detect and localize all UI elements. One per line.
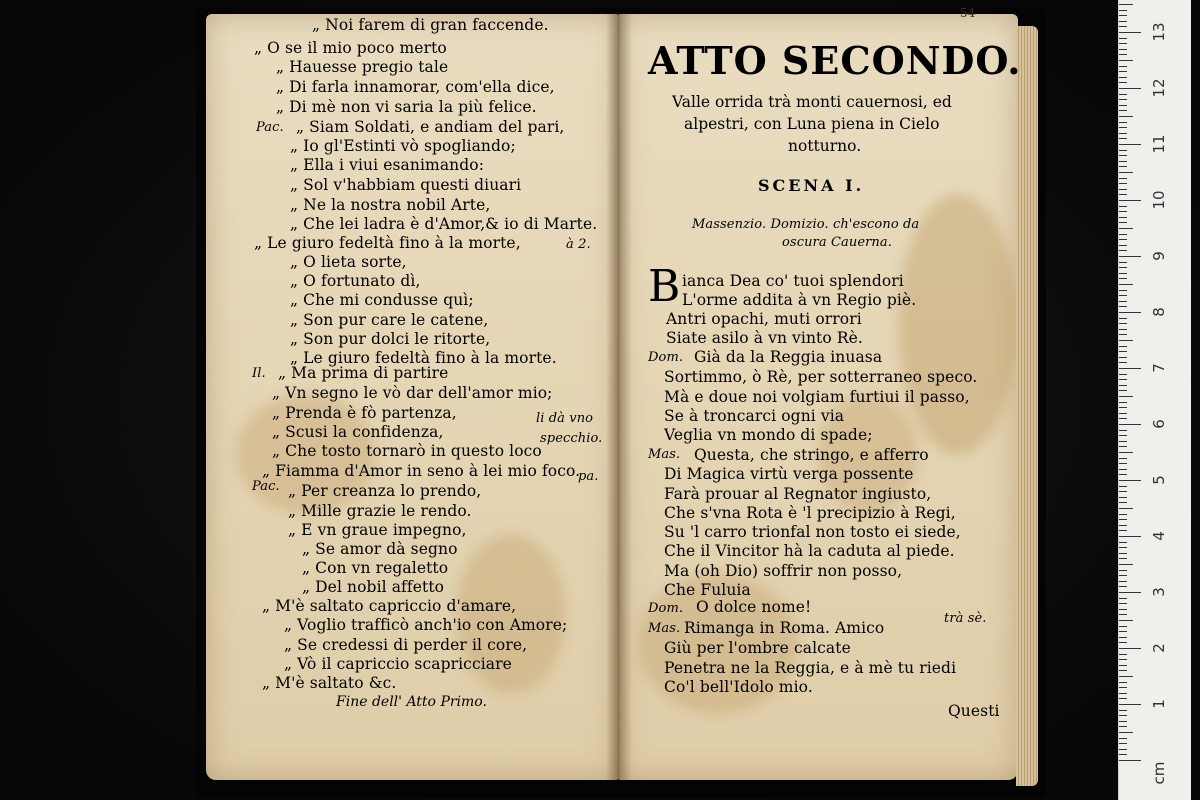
verse-line: „ Io gl'Estinti vò spogliando; [290, 137, 516, 155]
ruler-tick [1119, 693, 1127, 694]
ruler-tick [1119, 172, 1133, 173]
verse-line: „ Sol v'habbiam questi diuari [290, 176, 522, 194]
ruler-tick [1119, 256, 1141, 257]
verse-line: „ Fiamma d'Amor in seno à lei mio foco. [262, 462, 581, 480]
verse-line: Che Fuluia [664, 581, 751, 599]
ruler-tick [1119, 754, 1127, 755]
ruler-tick [1119, 60, 1133, 61]
act-end-footer: Fine dell' Atto Primo. [336, 694, 487, 710]
verse-line: „ Vn segno le vò dar dell'amor mio; [272, 384, 553, 402]
ruler-tick [1119, 250, 1127, 251]
verse-line: Che il Vincitor hà la caduta al piede. [664, 542, 955, 560]
ruler-tick [1119, 743, 1127, 744]
ruler-tick [1119, 458, 1127, 459]
ruler-tick [1119, 424, 1141, 425]
verse-line: Che s'vna Rota è 'l precipizio à Regi, [664, 504, 956, 522]
speaker-label: Il. [252, 366, 266, 381]
verse-line: „ Hauesse pregio tale [276, 58, 449, 76]
verse-line: „ O fortunato dì, [290, 272, 421, 290]
ruler-tick [1119, 262, 1127, 263]
ruler-number: 10 [1150, 190, 1168, 210]
verse-line: „ Le giuro fedeltà fino à la morte, [254, 234, 521, 252]
ruler-tick [1119, 581, 1127, 582]
ruler-tick [1119, 497, 1127, 498]
verse-line: „ Noi farem di gran faccende. [312, 16, 549, 34]
ruler-tick [1119, 474, 1127, 475]
ruler-tick [1119, 234, 1127, 235]
speaker-label: pa. [578, 469, 599, 484]
ruler-tick [1119, 105, 1127, 106]
ruler-tick [1119, 654, 1127, 655]
ruler-tick [1119, 441, 1127, 442]
verse-line: „ Ella i viui esanimando: [290, 156, 485, 174]
ruler-tick [1119, 94, 1127, 95]
ruler-tick [1119, 598, 1127, 599]
verse-line: O dolce nome! [696, 598, 812, 616]
scene-heading: SCENA I. [758, 176, 865, 195]
verse-line: „ Che lei ladra è d'Amor,& io di Marte. [290, 215, 598, 233]
verse-line: „ E vn graue impegno, [288, 521, 467, 539]
drop-cap: B [648, 261, 681, 312]
ruler-tick [1119, 519, 1127, 520]
ruler-tick [1119, 626, 1127, 627]
ruler-tick [1119, 351, 1127, 352]
ruler-tick [1119, 738, 1127, 739]
ruler-tick [1119, 407, 1127, 408]
ruler-tick [1119, 122, 1127, 123]
character-list: oscura Cauerna. [782, 235, 892, 250]
ruler-tick [1119, 508, 1133, 509]
ruler-tick [1119, 631, 1127, 632]
ruler-number: 11 [1150, 134, 1168, 154]
book-gutter [606, 14, 632, 780]
setting-description: notturno. [788, 137, 862, 155]
ruler-number: 3 [1150, 587, 1168, 597]
ruler-tick [1119, 26, 1127, 27]
ruler-tick [1119, 194, 1127, 195]
ruler-tick [1119, 732, 1133, 733]
page-number: 54 [960, 6, 976, 20]
stage-direction: specchio. [540, 431, 603, 446]
verse-line: Di Magica virtù verga possente [664, 465, 914, 483]
ruler-tick [1119, 687, 1127, 688]
ruler-tick [1119, 704, 1141, 705]
character-list: Massenzio. Domizio. ch'escono da [692, 217, 920, 232]
ruler-tick [1119, 295, 1127, 296]
verse-line: „ Vò il capriccio scapricciare [284, 655, 512, 673]
ruler-tick [1119, 592, 1141, 593]
ruler-tick [1119, 228, 1133, 229]
ruler-tick [1119, 435, 1127, 436]
verse-line: „ Se credessi di perder il core, [284, 636, 528, 654]
ruler-number: 6 [1150, 419, 1168, 429]
ruler-tick [1119, 547, 1127, 548]
act-title: ATTO SECONDO. [648, 38, 1022, 83]
ruler-tick [1119, 430, 1127, 431]
ruler-tick [1119, 486, 1127, 487]
ruler-tick [1119, 374, 1127, 375]
ruler-tick [1119, 637, 1127, 638]
verse-line: Se à troncarci ogni via [664, 407, 845, 425]
ruler-tick [1119, 665, 1127, 666]
ruler-tick [1119, 278, 1127, 279]
ruler-tick [1119, 189, 1127, 190]
ruler-tick [1119, 222, 1127, 223]
ruler-tick [1119, 323, 1127, 324]
ruler-tick [1119, 32, 1141, 33]
verse-line: Già da la Reggia inuasa [694, 348, 883, 366]
setting-description: Valle orrida trà monti cauernosi, ed [672, 93, 952, 111]
verse-line: Sortimmo, ò Rè, per sotterraneo speco. [664, 368, 978, 386]
ruler-tick [1119, 66, 1127, 67]
ruler-tick [1119, 491, 1127, 492]
page-edges [1016, 26, 1038, 786]
verse-line: Giù per l'ombre calcate [664, 639, 851, 657]
ruler-tick [1119, 390, 1127, 391]
ruler-tick [1119, 301, 1127, 302]
ruler-tick [1119, 138, 1127, 139]
speaker-label: Mas. [648, 621, 681, 636]
ruler-tick [1119, 452, 1133, 453]
ruler-tick [1119, 648, 1141, 649]
ruler-tick [1119, 178, 1127, 179]
ruler-tick [1119, 217, 1127, 218]
ruler-number: 9 [1150, 251, 1168, 261]
ruler-tick [1119, 368, 1141, 369]
ruler-number: 8 [1150, 307, 1168, 317]
ruler-tick [1119, 116, 1133, 117]
verse-line: Questa, che stringo, e afferro [694, 446, 929, 464]
ruler-tick [1119, 150, 1127, 151]
verse-line: „ Di farla innamorar, com'ella dice, [276, 78, 555, 96]
ruler-number: 12 [1150, 78, 1168, 98]
ruler-tick [1119, 564, 1133, 565]
verse-line: „ Ma prima di partire [278, 364, 449, 382]
verse-line: Ma (oh Dio) soffrir non posso, [664, 562, 903, 580]
ruler-tick [1119, 385, 1127, 386]
ruler-tick [1119, 346, 1127, 347]
ruler-tick [1119, 502, 1127, 503]
ruler-number: 2 [1150, 643, 1168, 653]
ruler-number: 1 [1150, 699, 1168, 709]
ruler-tick [1119, 88, 1141, 89]
ruler-tick [1119, 609, 1127, 610]
ruler-unit-label: cm [1150, 761, 1168, 785]
ruler-tick [1119, 379, 1127, 380]
ruler-tick [1119, 200, 1141, 201]
verse-line: ianca Dea co' tuoi splendori [682, 272, 904, 290]
ruler-tick [1119, 614, 1127, 615]
ruler-tick [1119, 239, 1127, 240]
ruler-tick [1119, 161, 1127, 162]
ruler-tick [1119, 362, 1127, 363]
ruler-tick [1119, 710, 1127, 711]
ruler-tick [1119, 82, 1127, 83]
ruler-tick [1119, 38, 1127, 39]
verse-line: Su 'l carro trionfal non tosto ei siede, [664, 523, 961, 541]
verse-line: Mà e doue noi volgiam furtiui il passo, [664, 388, 970, 406]
ruler-tick [1119, 49, 1127, 50]
ruler-tick [1119, 418, 1127, 419]
ruler-tick [1119, 575, 1127, 576]
ruler-tick [1119, 357, 1127, 358]
ruler-tick [1119, 166, 1127, 167]
ruler-tick [1119, 463, 1127, 464]
verse-line: „ M'è saltato &c. [262, 674, 397, 692]
setting-description: alpestri, con Luna piena in Cielo [684, 115, 940, 133]
ruler-tick [1119, 340, 1133, 341]
ruler-number: 13 [1150, 22, 1168, 42]
ruler-tick [1119, 396, 1133, 397]
verse-line: „ Mille grazie le rendo. [288, 502, 472, 520]
verse-line: „ Siam Soldati, e andiam del pari, [296, 118, 565, 136]
ruler-tick [1119, 413, 1127, 414]
speaker-label: Pac. [252, 479, 280, 494]
ruler-tick [1119, 760, 1141, 761]
ruler-tick [1119, 329, 1127, 330]
ruler-tick [1119, 670, 1127, 671]
ruler-tick [1119, 553, 1127, 554]
stage-direction: li dà vno [536, 411, 594, 426]
ruler-tick [1119, 530, 1127, 531]
ruler-tick [1119, 110, 1127, 111]
ruler-tick [1119, 15, 1127, 16]
verse-line: „ Con vn regaletto [302, 559, 449, 577]
ruler-tick [1119, 290, 1127, 291]
ruler-tick [1119, 586, 1127, 587]
ruler-tick [1119, 536, 1141, 537]
catchword: Questi [948, 702, 1000, 720]
verse-line: Siate asilo à vn vinto Rè. [666, 329, 863, 347]
verse-line: Rimanga in Roma. Amico [684, 619, 885, 637]
ruler-tick [1119, 127, 1127, 128]
ruler-number: 7 [1150, 363, 1168, 373]
measuring-ruler [1118, 0, 1191, 800]
ruler-tick [1119, 77, 1127, 78]
ruler-tick [1119, 469, 1127, 470]
ruler-tick [1119, 603, 1127, 604]
ruler-tick [1119, 206, 1127, 207]
ruler-tick [1119, 318, 1127, 319]
verse-line: Veglia vn mondo di spade; [664, 426, 873, 444]
ruler-tick [1119, 273, 1127, 274]
ruler-tick [1119, 525, 1127, 526]
ruler-tick [1119, 659, 1127, 660]
ruler-tick [1119, 334, 1127, 335]
verse-line: „ O lieta sorte, [290, 253, 407, 271]
verse-line: Penetra ne la Reggia, e à mè tu riedi [664, 659, 957, 677]
ruler-tick [1119, 676, 1133, 677]
verse-line: „ Scusi la confidenza, [272, 423, 444, 441]
ruler-tick [1119, 133, 1127, 134]
ruler-tick [1119, 4, 1133, 5]
ruler-tick [1119, 620, 1133, 621]
verse-line: „ Se amor dà segno [302, 540, 458, 558]
verse-line: „ Le giuro fedeltà fino à la morte. [290, 349, 557, 367]
ruler-tick [1119, 312, 1141, 313]
verse-line: „ Ne la nostra nobil Arte, [290, 196, 491, 214]
ruler-tick [1119, 446, 1127, 447]
verse-line: „ Voglio trafficò anch'io con Amore; [284, 616, 568, 634]
stage-direction: trà sè. [944, 611, 987, 626]
ruler-tick [1119, 284, 1133, 285]
ruler-tick [1119, 749, 1127, 750]
ruler-tick [1119, 698, 1127, 699]
verse-line: „ Son pur dolci le ritorte, [290, 330, 491, 348]
verse-line: Co'l bell'Idolo mio. [664, 678, 813, 696]
verse-line: „ Che tosto tornarò in questo loco [272, 442, 542, 460]
ruler-tick [1119, 155, 1127, 156]
ruler-tick [1119, 715, 1127, 716]
verse-line: „ Di mè non vi saria la più felice. [276, 98, 537, 116]
ruler-tick [1119, 43, 1127, 44]
ruler-tick [1119, 682, 1127, 683]
ruler-number: 5 [1150, 475, 1168, 485]
verse-line: „ Prenda è fò partenza, [272, 404, 457, 422]
ruler-tick [1119, 402, 1127, 403]
ruler-tick [1119, 183, 1127, 184]
ruler-tick [1119, 71, 1127, 72]
ruler-tick [1119, 721, 1127, 722]
ruler-tick [1119, 99, 1127, 100]
speaker-label: Dom. [648, 350, 684, 365]
ruler-tick [1119, 21, 1127, 22]
verse-line: „ O se il mio poco merto [254, 39, 447, 57]
verse-line: Antri opachi, muti orrori [666, 310, 862, 328]
verse-line: „ Son pur care le catene, [290, 311, 489, 329]
ruler-tick [1119, 480, 1141, 481]
ruler-tick [1119, 306, 1127, 307]
ruler-tick [1119, 144, 1141, 145]
verse-line: L'orme addita à vn Regio piè. [682, 291, 917, 309]
ruler-tick [1119, 54, 1127, 55]
verse-line: „ Per creanza lo prendo, [288, 482, 482, 500]
speaker-label: Mas. [648, 447, 681, 462]
ruler-number: 4 [1150, 531, 1168, 541]
marginal-note: à 2. [566, 237, 591, 252]
ruler-tick [1119, 267, 1127, 268]
ruler-tick [1119, 514, 1127, 515]
ruler-tick [1119, 211, 1127, 212]
ruler-tick [1119, 642, 1127, 643]
speaker-label: Pac. [256, 120, 284, 135]
ruler-tick [1119, 726, 1127, 727]
verse-line: „ M'è saltato capriccio d'amare, [262, 597, 517, 615]
verse-line: „ Del nobil affetto [302, 578, 445, 596]
ruler-tick [1119, 558, 1127, 559]
ruler-tick [1119, 10, 1127, 11]
ruler-tick [1119, 542, 1127, 543]
ruler-tick [1119, 570, 1127, 571]
ruler-tick [1119, 245, 1127, 246]
speaker-label: Dom. [648, 601, 684, 616]
verse-line: Farà prouar al Regnator ingiusto, [664, 485, 932, 503]
verse-line: „ Che mi condusse quì; [290, 291, 474, 309]
